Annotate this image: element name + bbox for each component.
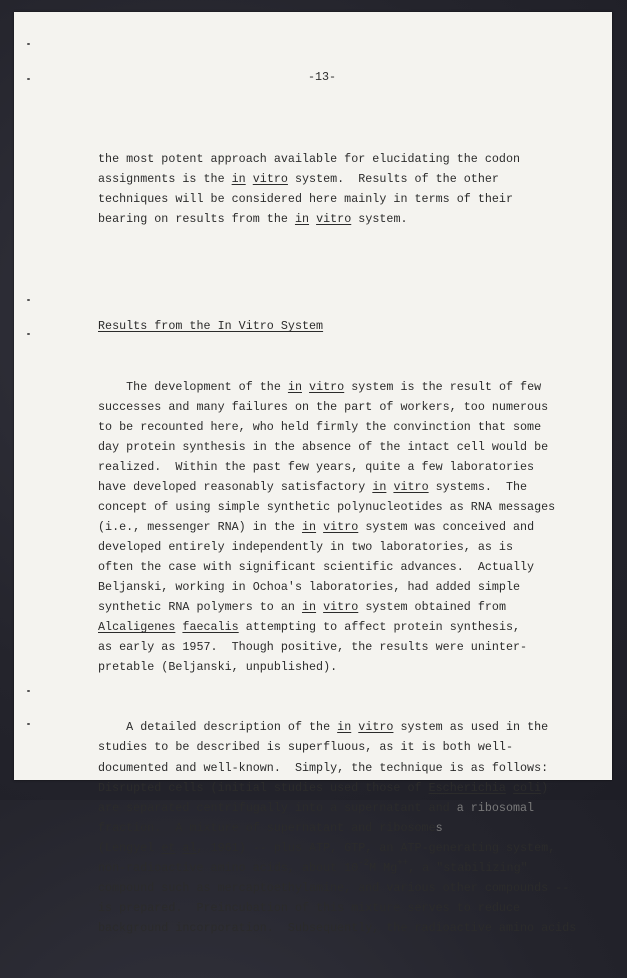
underlined-term: in [287,379,302,394]
margin-dot [27,78,30,80]
underlined-term: in [372,479,387,494]
text-line: Disrupted cells (initial studies used those of Escherichia coli) [98,780,549,795]
text-line: synthetic RNA polymers to an in vitro system obtained from [98,600,506,615]
underlined-term: in [294,212,310,227]
superscript: ++ [397,857,409,868]
text-line: as early as 1957. Though positive, the results were uninter- [98,640,528,655]
underlined-term: in [301,600,317,615]
text-line: documented and well-known. Simply, the technique is as follows: [98,760,549,775]
text-line: concept of using simple synthetic polynucleotides as RNA messages [98,499,556,514]
margin-dot [27,43,30,45]
paragraph-1 [98,149,598,229]
underlined-term: coli [513,780,542,795]
text-line: background incorporation. Subsequently, the radioactive amino acids [98,920,577,935]
body-text [98,109,598,978]
text-line: assignments is the in vitro system. Results of the other [98,172,499,187]
text-line: fraction. A mixture of supernatant and ribosomes [98,820,443,835]
text-line: to be recounted here, who held firmly the convinction that some [98,419,542,434]
faded-text: a ribosomal [456,800,535,815]
underlined-term: vitro [323,600,359,615]
text-line: techniques will be considered here mainly in terms of their [98,192,513,207]
underlined-term: in [301,519,317,534]
text-line: have developed reasonably satisfactory in vitro systems. The [98,479,528,494]
text-line: compound such as mercaptoethylamine, and various other compounds -- [98,880,570,895]
underlined-term: vitro [358,720,394,735]
underlined-term: vitro [393,479,429,494]
text-line: (i.e., messenger RNA) in the in vitro system was conceived and [98,519,535,534]
underlined-term: in [337,720,352,735]
text-line: realized. Within the past few years, quite a few laboratories [98,459,535,474]
text-line: Alcaligenes faecalis attempting to affect protein synthesis, [98,620,521,635]
underlined-term: Escherichia [428,780,506,795]
text-line: successes and many failures on the part of workers, too numerous [98,399,549,414]
margin-dot [27,299,30,301]
underlined-term: vitro [309,379,345,394]
text-line: is prepared. Preincubation of this mixture serves to reduce [98,900,521,915]
underlined-term: vitro [316,212,352,227]
underlined-term: et [161,840,176,855]
text-line: bearing on results from the in vitro system. [98,212,408,227]
text-line: are separated centrifugally into a supernatant and a ribosomal [98,800,535,815]
section-heading: Results from the In Vitro System [98,319,324,334]
text-line: often the case with significant scientific advances. Actually [98,560,535,575]
document-page [14,12,612,935]
margin-dot [27,690,30,692]
text-line: (Lengyel et al, 1961) -- plus ATP, GTP, an ATP-generating system, [98,840,556,855]
underlined-term: Alcaligenes [98,620,176,635]
paragraph-3 [98,717,598,938]
underlined-term: vitro [252,172,288,187]
text-line: developed entirely independently in two laboratories, as is [98,539,513,554]
margin-dot [27,723,30,725]
text-line: non-radioactive amino acids, about $10^{-2}M$ Mg++, a "stabilizing" [98,857,528,875]
page-number: -13- [307,70,337,84]
text-line: pretable (Beljanski, unpublished). [98,660,338,675]
text-line: day protein synthesis in the absence of the intact cell would be [98,439,549,454]
text-line: Beljanski, working in Ochoa's laboratories, had added simple [98,580,521,595]
underlined-term: in [231,172,246,187]
text-line: studies to be described is superfluous, as it is both well- [98,740,513,755]
underlined-term: vitro [323,519,359,534]
underlined-term: faecalis [182,620,239,635]
text-line: the most potent approach available for elucidating the codon [98,152,521,167]
faded-text: s [435,820,443,835]
underlined-term: al [182,840,197,855]
text-line: The development of the in vitro system is the result of few [98,379,542,394]
paragraph-2 [98,377,598,678]
superscript: -2 [358,857,370,868]
text-line: A detailed description of the in vitro system as used in the [98,720,549,735]
margin-dot [27,333,30,335]
